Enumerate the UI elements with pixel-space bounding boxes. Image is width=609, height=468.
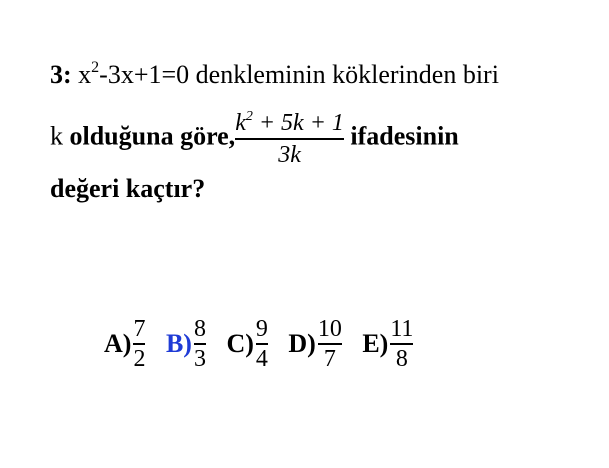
equation-exponent: 2: [91, 59, 100, 76]
answer-option-e[interactable]: E) $\frac{11}{8}$: [362, 316, 414, 372]
root-variable: k: [50, 121, 63, 151]
answer-choices: [104, 316, 427, 372]
expression-tail: ifadesinin: [350, 121, 459, 151]
question-line-3: [50, 174, 205, 204]
expression-denominator: 3k: [278, 141, 301, 168]
answer-b-fraction: $\frac{8}{3}$: [193, 316, 206, 372]
answer-a-fraction: $\frac{7}{2}$: [133, 316, 146, 372]
expression-fraction: [235, 109, 344, 169]
answer-option-a[interactable]: A) $\frac{7}{2}$: [104, 316, 146, 372]
question-line-2: [50, 109, 459, 169]
answer-option-c[interactable]: C) $\frac{9}{4}$: [226, 316, 268, 372]
answer-c-fraction: $\frac{9}{4}$: [255, 316, 268, 372]
answer-option-b[interactable]: B) $\frac{8}{3}$: [165, 316, 206, 372]
answer-e-fraction: $\frac{11}{8}$: [390, 316, 414, 372]
question-prompt: değeri kaçtır?: [50, 174, 206, 203]
condition-text: olduğuna göre,: [69, 121, 236, 151]
fraction-bar: [235, 138, 344, 140]
question-number: 3:: [50, 60, 72, 89]
answer-d-fraction: $\frac{10}{7}$: [317, 316, 342, 372]
answer-option-d[interactable]: D) $\frac{10}{7}$: [288, 316, 342, 372]
expression-numerator: $k^2 + 5k + 1$: [235, 109, 344, 136]
equation-rest: -3x+1=0 denkleminin köklerinden biri: [99, 60, 499, 89]
equation-base: x: [78, 60, 92, 89]
question-line-1: [50, 60, 499, 90]
